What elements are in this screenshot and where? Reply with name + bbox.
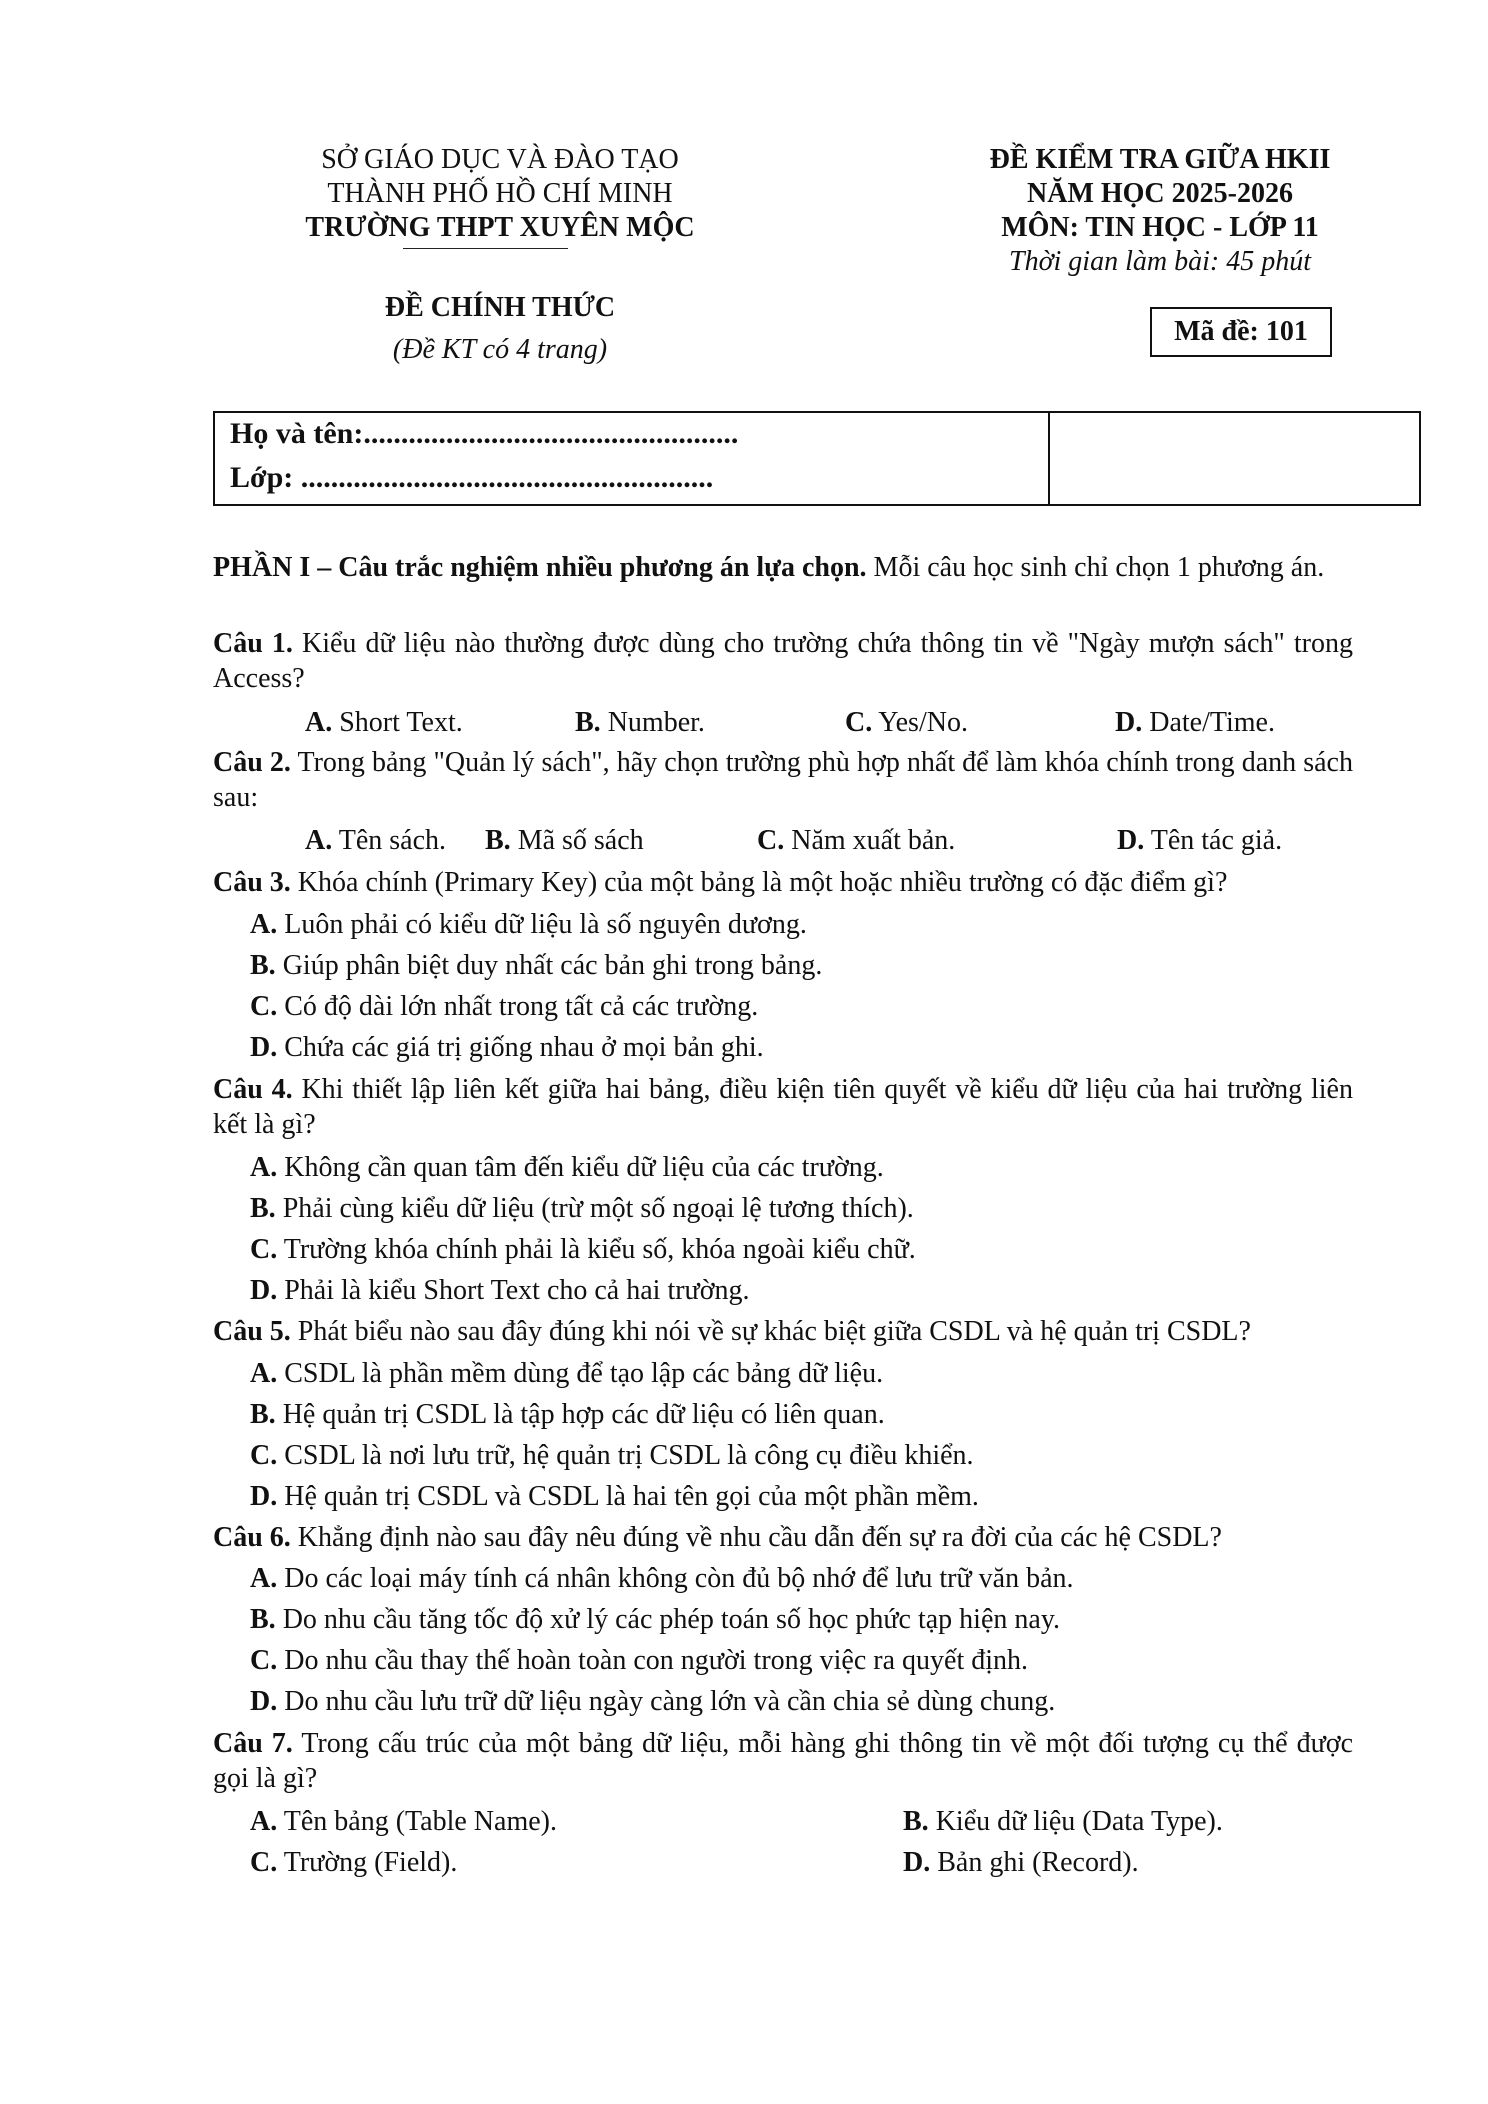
department-name: SỞ GIÁO DỤC VÀ ĐÀO TẠO [321,144,679,175]
q7-option-a [250,1804,557,1839]
option-text: Do nhu cầu tăng tốc độ xử lý các phép toán số học phức tạp hiện nay. [275,1604,1061,1635]
school-underline [403,248,568,249]
option-key: A. [305,825,333,856]
question-text: Khi thiết lập liên kết giữa hai bảng, điều kiện tiên quyết về kiểu dữ liệu của hai trường liên kết là gì? [213,1074,1353,1140]
option-text: Do nhu cầu thay thế hoàn toàn con người trong việc ra quyết định. [277,1645,1029,1676]
q1-option-b [575,705,705,740]
exam-duration: Thời gian làm bài: 45 phút [1009,246,1311,277]
header-right [900,143,1420,279]
q4-option-d [250,1273,750,1308]
q4-option-c [250,1232,916,1267]
option-key: A. [250,1806,278,1837]
option-text: Giúp phân biệt duy nhất các bản ghi trong bảng. [275,950,823,981]
question-number: Câu 1. [213,628,293,659]
q5-option-a [250,1356,883,1391]
option-text: Tên tác giả. [1144,825,1283,856]
option-key: C. [250,991,278,1022]
option-text: Short Text. [332,707,463,738]
option-key: B. [250,1604,276,1635]
option-text: Luôn phải có kiểu dữ liệu là số nguyên dương. [277,909,807,940]
q7-option-b [903,1804,1223,1839]
question-6 [213,1520,1353,1555]
option-text: Năm xuất bản. [784,825,956,856]
question-number: Câu 2. [213,747,291,778]
question-text: Khóa chính (Primary Key) của một bảng là một hoặc nhiều trường có đặc điểm gì? [290,867,1228,898]
option-key: D. [250,1481,278,1512]
option-key: A. [250,1358,278,1389]
q7-option-d [903,1845,1139,1880]
option-key: D. [1117,825,1145,856]
option-text: CSDL là phần mềm dùng để tạo lập các bảng dữ liệu. [277,1358,884,1389]
option-text: Hệ quản trị CSDL là tập hợp các dữ liệu có liên quan. [275,1399,885,1430]
student-class-line: Lớp: ....................................................... [230,461,714,494]
exam-code-box: Mã đề: 101 [1150,307,1332,357]
option-text: CSDL là nơi lưu trữ, hệ quản trị CSDL là công cụ điều khiển. [277,1440,974,1471]
question-number: Câu 3. [213,867,291,898]
option-key: B. [250,1193,276,1224]
option-text: Date/Time. [1142,707,1275,738]
option-key: A. [250,1563,278,1594]
q3-option-c [250,989,758,1024]
question-7 [213,1726,1353,1796]
option-text: Hệ quản trị CSDL và CSDL là hai tên gọi của một phần mềm. [277,1481,979,1512]
q2-option-c [757,823,955,858]
part1-heading [213,550,1353,585]
option-text: Bản ghi (Record). [930,1847,1139,1878]
option-text: Tên bảng (Table Name). [277,1806,557,1837]
option-key: D. [250,1275,278,1306]
info-box-divider [1048,413,1050,504]
q6-option-a [250,1561,1074,1596]
question-number: Câu 7. [213,1728,293,1759]
question-number: Câu 4. [213,1074,293,1105]
subject-grade: MÔN: TIN HỌC - LỚP 11 [1001,212,1319,243]
option-key: A. [305,707,333,738]
header-left [240,143,760,245]
option-text: Phải cùng kiểu dữ liệu (trừ một số ngoại lệ tương thích). [275,1193,914,1224]
q5-option-b [250,1397,885,1432]
q2-option-a [305,823,446,858]
page-count-note: (Đề KT có 4 trang) [392,334,608,365]
option-key: B. [903,1806,929,1837]
option-text: Tên sách. [332,825,447,856]
q5-option-c [250,1438,974,1473]
question-number: Câu 5. [213,1316,291,1347]
question-text: Khẳng định nào sau đây nêu đúng về nhu cầu dẫn đến sự ra đời của các hệ CSDL? [290,1522,1222,1553]
q3-option-b [250,948,822,983]
option-key: A. [250,1152,278,1183]
option-key: A. [250,909,278,940]
option-key: B. [485,825,511,856]
q3-option-d [250,1030,764,1065]
q1-option-d [1115,705,1275,740]
q2-option-d [1117,823,1282,858]
q4-option-a [250,1150,884,1185]
student-name-line: Họ và tên:.................................................. [230,417,739,450]
q6-option-d [250,1684,1055,1719]
option-text: Mã số sách [510,825,644,856]
option-text: Kiểu dữ liệu (Data Type). [928,1806,1223,1837]
part1-instruction: Mỗi câu học sinh chỉ chọn 1 phương án. [866,552,1325,583]
option-key: D. [903,1847,931,1878]
student-info-box [213,411,1421,506]
q3-option-a [250,907,807,942]
option-text: Phải là kiểu Short Text cho cả hai trường. [277,1275,750,1306]
official-label: ĐỀ CHÍNH THỨC [384,292,616,323]
school-name: TRƯỜNG THPT XUYÊN MỘC [305,212,695,243]
option-text: Trường khóa chính phải là kiểu số, khóa ngoài kiểu chữ. [277,1234,916,1265]
q5-option-d [250,1479,979,1514]
option-key: C. [250,1645,278,1676]
info-right-cell [1055,413,1419,504]
q7-option-c [250,1845,457,1880]
option-text: Có độ dài lớn nhất trong tất cả các trường. [277,991,759,1022]
question-number: Câu 6. [213,1522,291,1553]
part1-title: PHẦN I – Câu trắc nghiệm nhiều phương án lựa chọn. [213,552,867,583]
exam-title: ĐỀ KIỂM TRA GIỮA HKII [989,144,1331,175]
option-text: Do nhu cầu lưu trữ dữ liệu ngày càng lớn và cần chia sẻ dùng chung. [277,1686,1056,1717]
question-4 [213,1072,1353,1142]
q6-option-b [250,1602,1060,1637]
option-key: D. [250,1686,278,1717]
q6-option-c [250,1643,1028,1678]
option-key: C. [250,1234,278,1265]
option-text: Do các loại máy tính cá nhân không còn đủ bộ nhớ để lưu trữ văn bản. [277,1563,1074,1594]
question-text: Trong bảng "Quản lý sách", hãy chọn trường phù hợp nhất để làm khóa chính trong danh sách sau: [213,747,1353,813]
school-year: NĂM HỌC 2025-2026 [1027,178,1293,209]
question-1 [213,626,1353,696]
question-2 [213,745,1353,815]
option-key: C. [757,825,785,856]
option-text: Không cần quan tâm đến kiểu dữ liệu của các trường. [277,1152,884,1183]
option-key: B. [575,707,601,738]
option-key: C. [845,707,873,738]
option-key: D. [1115,707,1143,738]
city-name: THÀNH PHỐ HỒ CHÍ MINH [327,178,673,209]
question-5 [213,1314,1353,1349]
option-key: C. [250,1440,278,1471]
option-text: Number. [600,707,705,738]
question-text: Trong cấu trúc của một bảng dữ liệu, mỗi hàng ghi thông tin về một đối tượng cụ thể được gọi là gì? [213,1728,1353,1794]
option-text: Yes/No. [872,707,968,738]
option-key: B. [250,950,276,981]
option-text: Chứa các giá trị giống nhau ở mọi bản ghi. [277,1032,764,1063]
question-text: Phát biểu nào sau đây đúng khi nói về sự khác biệt giữa CSDL và hệ quản trị CSDL? [290,1316,1251,1347]
q2-option-b [485,823,644,858]
q4-option-b [250,1191,914,1226]
option-key: C. [250,1847,278,1878]
question-text: Kiểu dữ liệu nào thường được dùng cho trường chứa thông tin về "Ngày mượn sách" trong Access? [213,628,1354,694]
option-key: D. [250,1032,278,1063]
q1-option-a [305,705,463,740]
option-key: B. [250,1399,276,1430]
question-3 [213,865,1353,900]
q1-option-c [845,705,968,740]
option-text: Trường (Field). [277,1847,458,1878]
